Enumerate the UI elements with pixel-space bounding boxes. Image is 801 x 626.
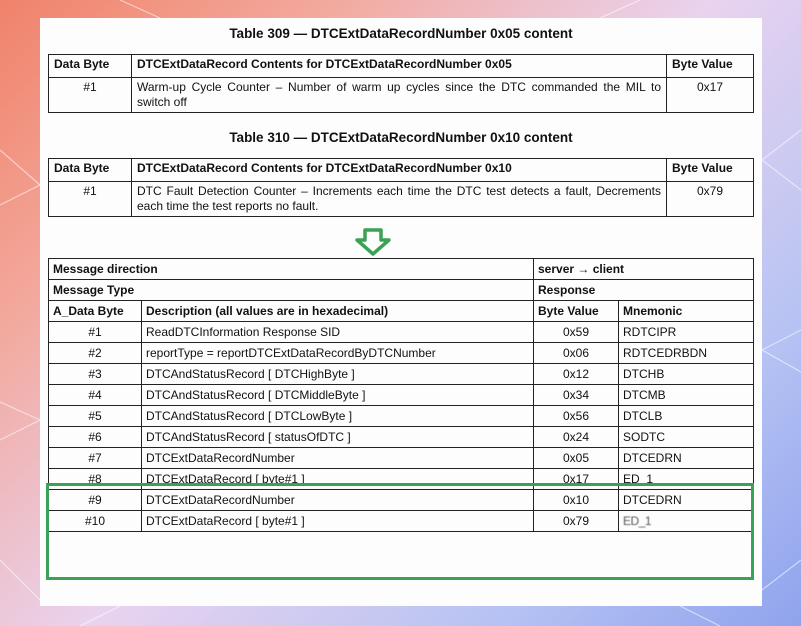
table-310	[48, 158, 754, 217]
cell-byte: #1	[49, 78, 132, 113]
cell-value: 0x56	[534, 406, 619, 427]
cell-description: DTCExtDataRecordNumber	[142, 490, 534, 511]
table-row	[49, 490, 754, 511]
cell-description: ReadDTCInformation Response SID	[142, 322, 534, 343]
cell-description: DTCExtDataRecord [ byte#1 ]	[142, 469, 534, 490]
cell-value: 0x12	[534, 364, 619, 385]
cell-mnemonic: SODTC	[619, 427, 754, 448]
cell-description: DTCAndStatusRecord [ DTCHighByte ]	[142, 364, 534, 385]
table-309-caption: Table 309 — DTCExtDataRecordNumber 0x05 content	[229, 26, 573, 41]
cell-byte: #10	[49, 511, 142, 532]
document-page	[40, 18, 762, 606]
cell-description: DTCAndStatusRecord [ DTCMiddleByte ]	[142, 385, 534, 406]
cell-value: 0x79	[534, 511, 619, 532]
cell-description: DTCExtDataRecord [ byte#1 ]	[142, 511, 534, 532]
cell-value: 0x79	[667, 182, 754, 217]
header-a-data-byte: A_Data Byte	[49, 301, 142, 322]
cell-byte: #4	[49, 385, 142, 406]
cell-description: DTCAndStatusRecord [ statusOfDTC ]	[142, 427, 534, 448]
cell-mnemonic: DTCEDRN	[619, 448, 754, 469]
cell-mnemonic: ED_1	[619, 511, 754, 532]
header-mnemonic: Mnemonic	[619, 301, 754, 322]
message-direction-label: Message direction	[49, 259, 534, 280]
cell-mnemonic: DTCLB	[619, 406, 754, 427]
cell-contents: Warm-up Cycle Counter – Number of warm up cycles since the DTC commanded the MIL to switch off	[132, 78, 667, 113]
down-arrow-icon	[354, 228, 392, 256]
message-header-row	[49, 301, 754, 322]
table-row	[49, 385, 754, 406]
table-row	[49, 448, 754, 469]
table-row	[49, 364, 754, 385]
cell-byte: #9	[49, 490, 142, 511]
cell-mnemonic: DTCMB	[619, 385, 754, 406]
header-byte-value: Byte Value	[667, 159, 754, 182]
cell-byte: #8	[49, 469, 142, 490]
cell-contents: DTC Fault Detection Counter – Increments each time the DTC test detects a fault, Decrements each time the test reports no fault.	[132, 182, 667, 217]
cell-byte: #7	[49, 448, 142, 469]
table-row	[49, 322, 754, 343]
cell-value: 0x59	[534, 322, 619, 343]
cell-byte: #2	[49, 343, 142, 364]
cell-byte: #5	[49, 406, 142, 427]
message-type-row	[49, 280, 754, 301]
cell-value: 0x17	[534, 469, 619, 490]
cell-value: 0x17	[667, 78, 754, 113]
message-direction-row	[49, 259, 754, 280]
cell-mnemonic: DTCEDRN	[619, 490, 754, 511]
cell-value: 0x05	[534, 448, 619, 469]
cell-value: 0x24	[534, 427, 619, 448]
cell-mnemonic: RDTCEDRBDN	[619, 343, 754, 364]
table-310-caption: Table 310 — DTCExtDataRecordNumber 0x10 content	[229, 130, 573, 145]
message-type-label: Message Type	[49, 280, 534, 301]
header-contents: DTCExtDataRecord Contents for DTCExtDataRecordNumber 0x10	[132, 159, 667, 182]
response-message-table	[48, 258, 754, 532]
cell-mnemonic: RDTCIPR	[619, 322, 754, 343]
table-309	[48, 54, 754, 113]
header-byte-value: Byte Value	[534, 301, 619, 322]
cell-value: 0x34	[534, 385, 619, 406]
message-direction-value: server → client	[534, 259, 754, 280]
header-description: Description (all values are in hexadecimal)	[142, 301, 534, 322]
message-type-value: Response	[534, 280, 754, 301]
table-row	[49, 427, 754, 448]
cell-byte: #1	[49, 322, 142, 343]
cell-description: DTCAndStatusRecord [ DTCLowByte ]	[142, 406, 534, 427]
cell-byte: #1	[49, 182, 132, 217]
table-row	[49, 343, 754, 364]
cell-byte: #6	[49, 427, 142, 448]
cell-description: reportType = reportDTCExtDataRecordByDTCNumber	[142, 343, 534, 364]
table-row	[49, 182, 754, 217]
cell-value: 0x06	[534, 343, 619, 364]
cell-mnemonic: ED_1	[619, 469, 754, 490]
table-row	[49, 406, 754, 427]
header-data-byte: Data Byte	[49, 55, 132, 78]
cell-byte: #3	[49, 364, 142, 385]
table-row	[49, 469, 754, 490]
header-contents: DTCExtDataRecord Contents for DTCExtDataRecordNumber 0x05	[132, 55, 667, 78]
header-data-byte: Data Byte	[49, 159, 132, 182]
cell-description: DTCExtDataRecordNumber	[142, 448, 534, 469]
cell-mnemonic: DTCHB	[619, 364, 754, 385]
table-row	[49, 511, 754, 532]
table-row	[49, 78, 754, 113]
cell-value: 0x10	[534, 490, 619, 511]
header-byte-value: Byte Value	[667, 55, 754, 78]
